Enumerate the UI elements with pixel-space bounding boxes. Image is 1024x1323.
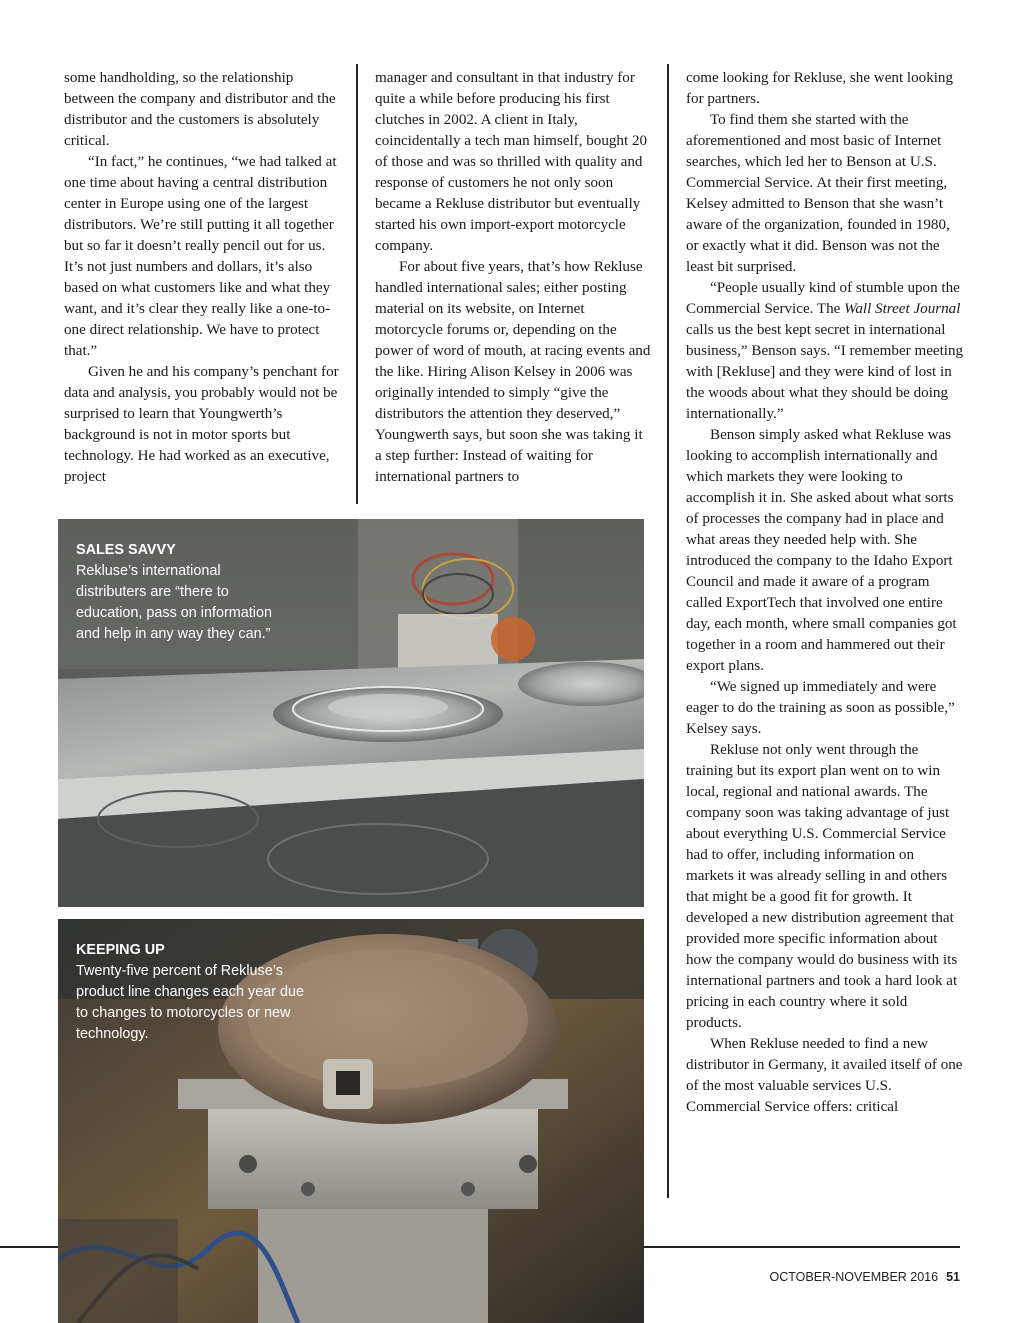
article-column-1	[64, 68, 340, 488]
caption-text: Twenty-five percent of Rekluse’s product line changes each year due to changes to motorcycles or new technology.	[76, 963, 305, 1042]
paragraph: For about five years, that’s how Rekluse handled international sales; either posting material on its website, on Internet motorcycle forums or, depending on the power of word of mouth, at racing events and the like. Hiring Alison Kelsey in 2006 was originally intended to simply “give the distributors the attention they deserved,” Youngwerth says, but soon she was taking it a step further: Instead of waiting for international partners to	[375, 259, 651, 485]
publication-name: Wall Street Journal	[844, 301, 961, 317]
photo-caption	[76, 540, 276, 645]
photo-clutch-parts	[58, 519, 644, 907]
paragraph: “We signed up immediately and were eager to do the training as soon as possible,” Kelsey says.	[686, 679, 955, 737]
paragraph: To find them she started with the aforementioned and most basic of Internet searches, which led her to Benson at U.S. Commercial Service. At their first meeting, Kelsey admitted to Benson that she wasn’t aware of the organization, founded in 1980, or exactly what it did. Benson was not the least bit surprised.	[686, 112, 950, 275]
caption-title: SALES SAVVY	[76, 542, 176, 558]
page-number: 51	[946, 1270, 960, 1284]
paragraph: come looking for Rekluse, she went looking for partners.	[686, 70, 954, 107]
paragraph: Rekluse not only went through the training but its export plan went on to win local, regional and national awards. The company soon was taking advantage of just about everything U.S. Commercial Service had to offer, including information on markets it was already selling in and others that might be a good fit for growth. It developed a new distribution agreement that provided more specific information about how the company would do business with its international partners and took a hard look at pricing in each country where it sold products.	[686, 742, 958, 1031]
paragraph: Given he and his company’s penchant for data and analysis, you probably would not be surprised to learn that Youngwerth’s background is not in motor sports but technology. He had worked as an executive, project	[64, 364, 339, 485]
article-column-3	[686, 68, 964, 1118]
photo-caption	[76, 940, 306, 1045]
column-divider	[667, 64, 669, 1198]
issue-date: OCTOBER-NOVEMBER 2016	[769, 1270, 939, 1284]
footer-rule	[644, 1246, 960, 1248]
photo-clutch-cover	[58, 919, 644, 1323]
column-divider	[356, 64, 358, 504]
page-footer	[770, 1270, 960, 1284]
caption-title: KEEPING UP	[76, 942, 165, 958]
paragraph: some handholding, so the relationship between the company and distributor and the distributor and the customers is absolutely critical.	[64, 70, 336, 149]
paragraph: Benson simply asked what Rekluse was looking to accomplish internationally and which markets they were looking to accomplish it in. She asked about what sorts of processes the company had in place and what areas they needed help with. She introduced the company to the Idaho Export Council and made it aware of a program called ExportTech that involved one entire day, each month, where small companies got together in a room and hammered out their export plans.	[686, 427, 957, 674]
paragraph: manager and consultant in that industry for quite a while before producing his first clutches in 2002. A client in Italy, coincidentally a tech man himself, bought 20 of those and was so thrilled with quality and response of customers he not only soon became a Rekluse distributor but eventually started his own import-export motorcycle company.	[375, 70, 648, 254]
paragraph: “In fact,” he continues, “we had talked at one time about having a central distribution center in Europe using one of the largest distributors. We’re still putting it all together but so far it doesn’t really pencil out for us. It’s not just numbers and dollars, it’s also based on what customers like and what they want, and it’s clear they really like a one-to-one direct relationship. We have to protect that.”	[64, 154, 337, 359]
article-column-2	[375, 68, 653, 488]
caption-text: Rekluse’s international distributers are “there to education, pass on information and help in any way they can.”	[76, 563, 272, 642]
paragraph: When Rekluse needed to find a new distributor in Germany, it availed itself of one of the most valuable services U.S. Commercial Service offers: critical	[686, 1036, 963, 1115]
footer-rule	[0, 1246, 58, 1248]
paragraph: “People usually kind of stumble upon the Commercial Service. The Wall Street Journal calls us the best kept secret in international business,” Benson says. “I remember meeting with [Rekluse] and they were kind of lost in the woods about what they should be doing internationally.”	[686, 280, 964, 422]
